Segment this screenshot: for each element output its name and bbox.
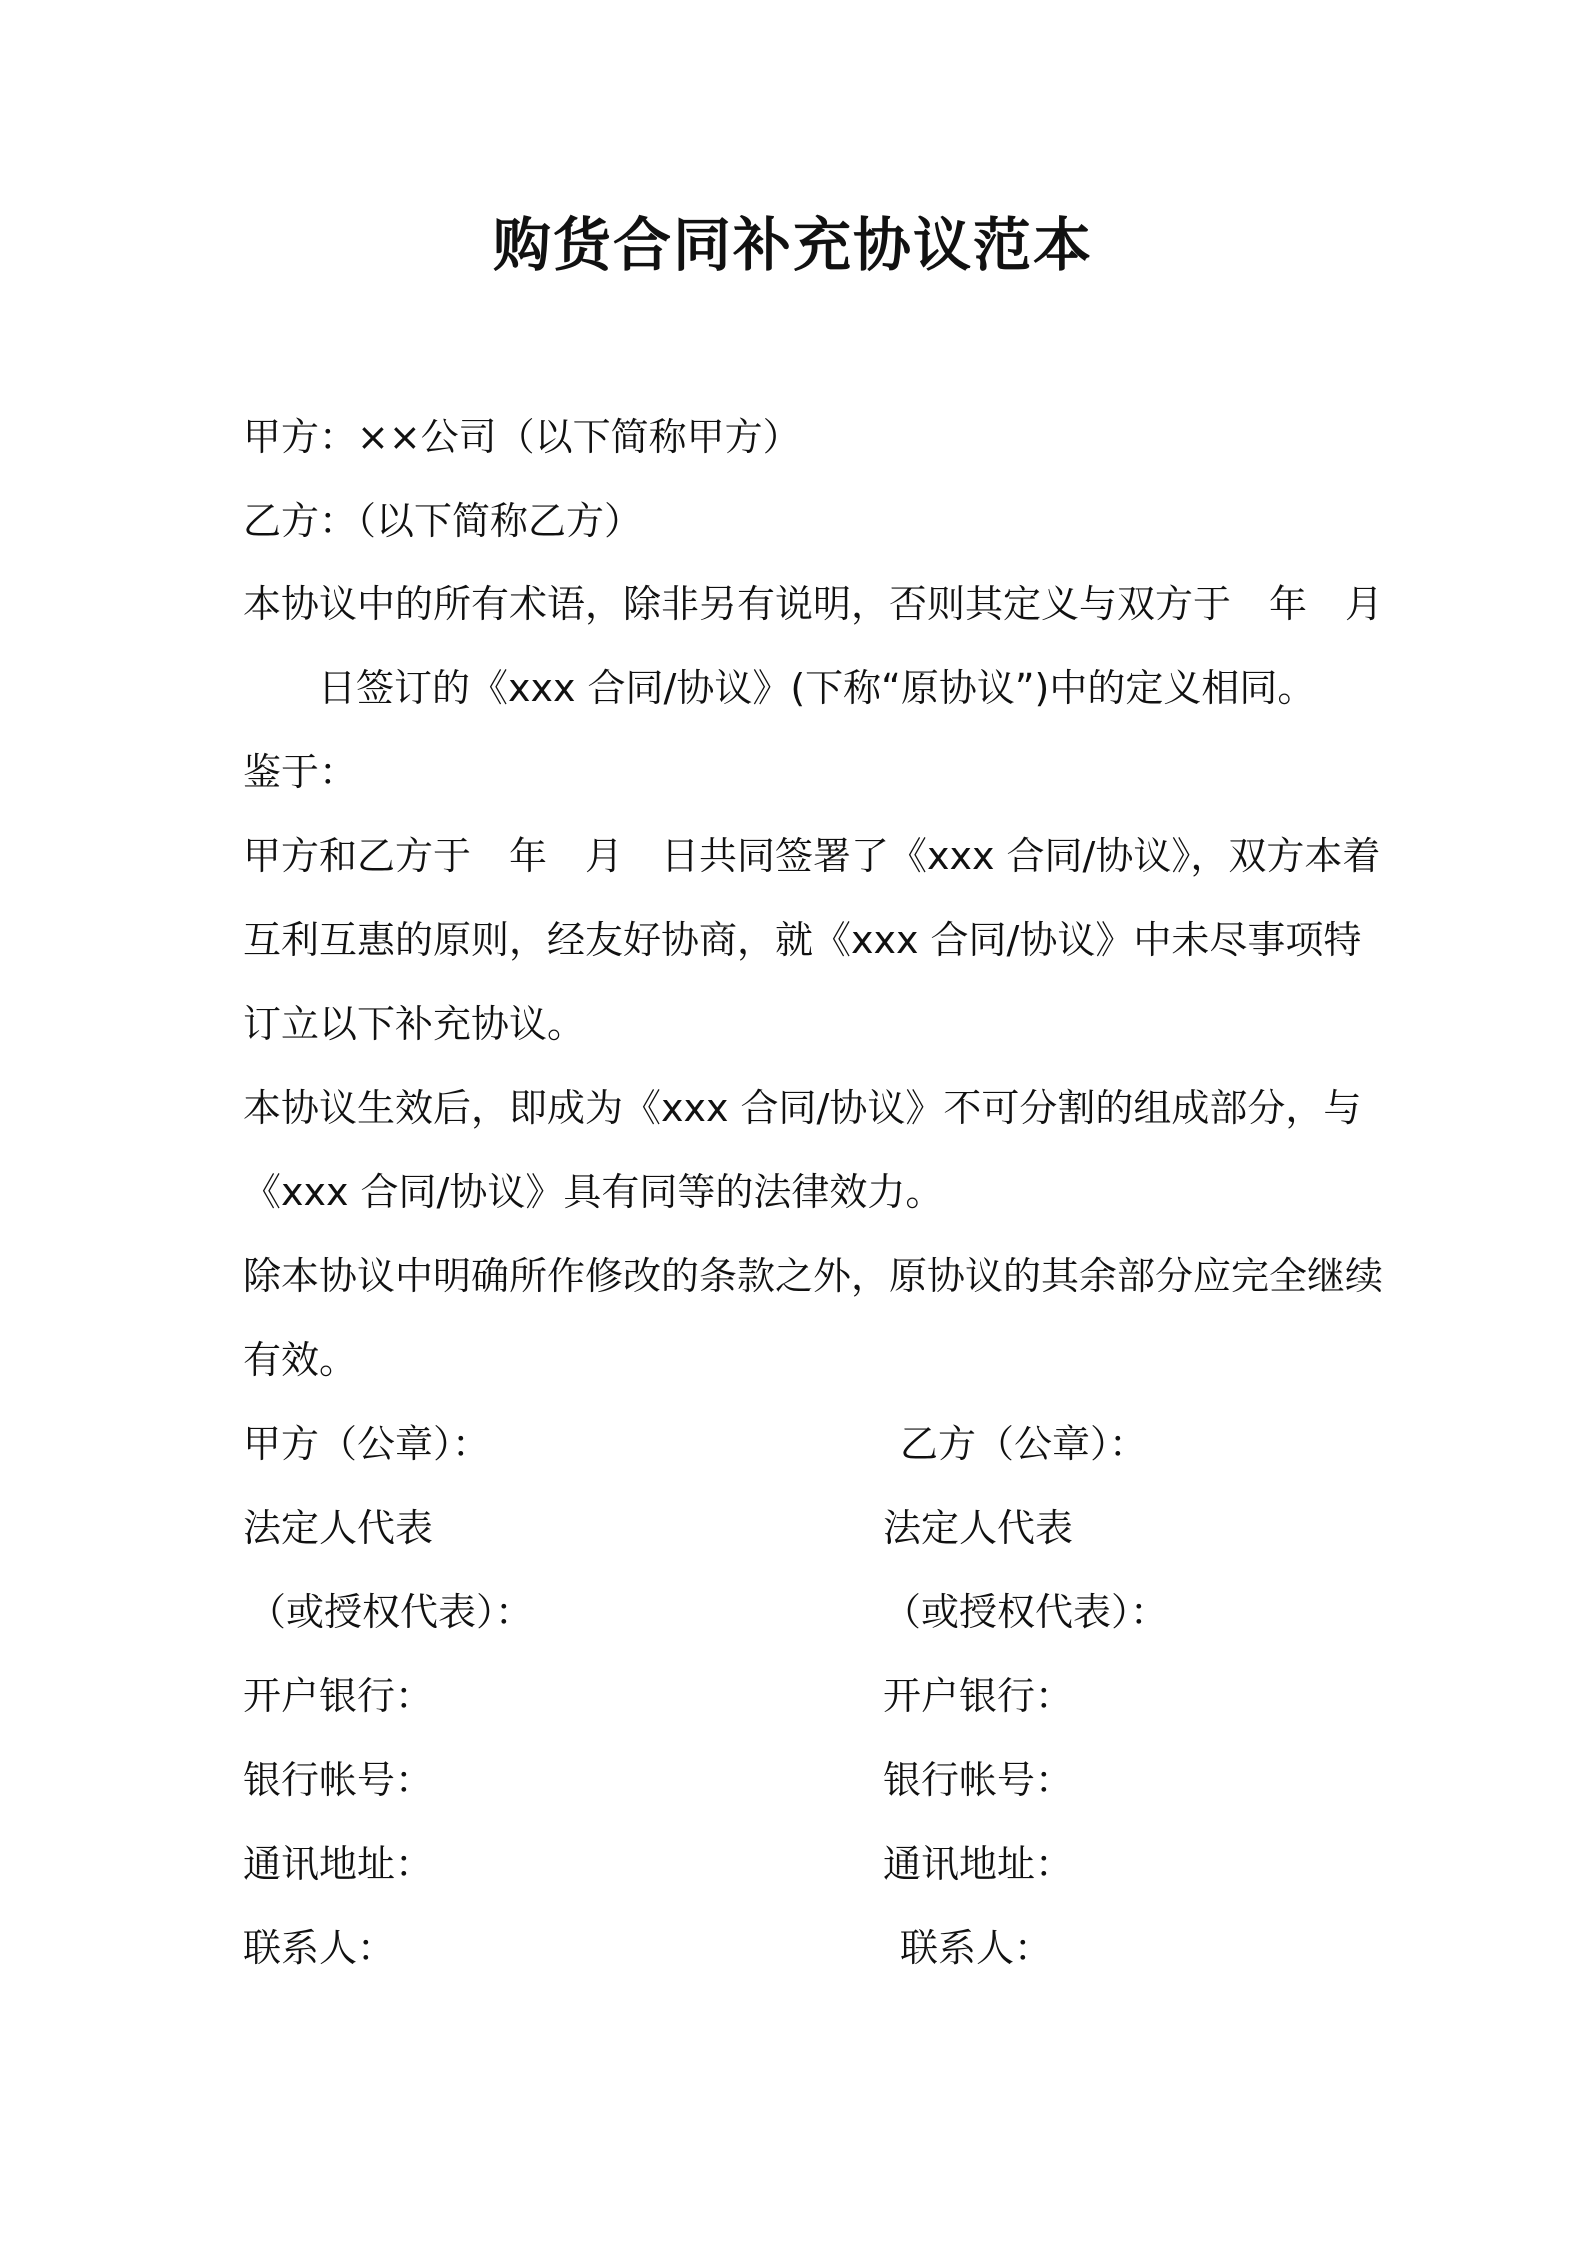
document-title: 购货合同补充协议范本 (492, 211, 1093, 279)
party-a-auth-label: （或授权代表）： (248, 1590, 534, 1634)
party-b-auth-label: （或授权代表）： (883, 1590, 1169, 1634)
party-a-account-label: 银行帐号： (243, 1758, 434, 1802)
clause-1-line-2: 日签订的《xxx 合同/协议》(下称“原协议”)中的定义相同。 (318, 666, 1316, 710)
clause-2-line-1: 甲方和乙方于 年 月 日共同签署了《xxx 合同/协议》，双方本着 (243, 834, 1381, 878)
clause-3-line-2: 《xxx 合同/协议》具有同等的法律效力。 (243, 1170, 944, 1214)
clause-4-line-1: 除本协议中明确所作修改的条款之外，原协议的其余部分应完全继续 (243, 1254, 1384, 1298)
party-b-line: 乙方：（以下简称乙方） (243, 499, 643, 543)
party-a-address-label: 通讯地址： (243, 1842, 434, 1886)
party-a-line: 甲方：××公司（以下简称甲方） (243, 415, 801, 459)
party-b-address-label: 通讯地址： (883, 1842, 1074, 1886)
party-b-contact-label: 联系人： (900, 1926, 1053, 1970)
clause-4-line-2: 有效。 (243, 1338, 358, 1382)
party-b-account-label: 银行帐号： (883, 1758, 1074, 1802)
party-b-rep-label: 法定人代表 (883, 1506, 1074, 1550)
clause-2-line-3: 订立以下补充协议。 (243, 1002, 586, 1046)
clause-2-line-2: 互利互惠的原则，经友好协商，就《xxx 合同/协议》中未尽事项特 (243, 918, 1362, 962)
party-a-rep-label: 法定人代表 (243, 1506, 434, 1550)
clause-3-line-1: 本协议生效后，即成为《xxx 合同/协议》不可分割的组成部分，与 (243, 1086, 1362, 1130)
party-a-seal-label: 甲方（公章）： (243, 1422, 491, 1466)
party-b-seal-label: 乙方（公章）： (900, 1422, 1148, 1466)
party-b-bank-label: 开户银行： (883, 1674, 1074, 1718)
clause-1-line-1: 本协议中的所有术语，除非另有说明，否则其定义与双方于 年 月 (243, 582, 1384, 626)
party-a-bank-label: 开户银行： (243, 1674, 434, 1718)
whereas-heading: 鉴于： (243, 750, 358, 794)
party-a-contact-label: 联系人： (243, 1926, 396, 1970)
